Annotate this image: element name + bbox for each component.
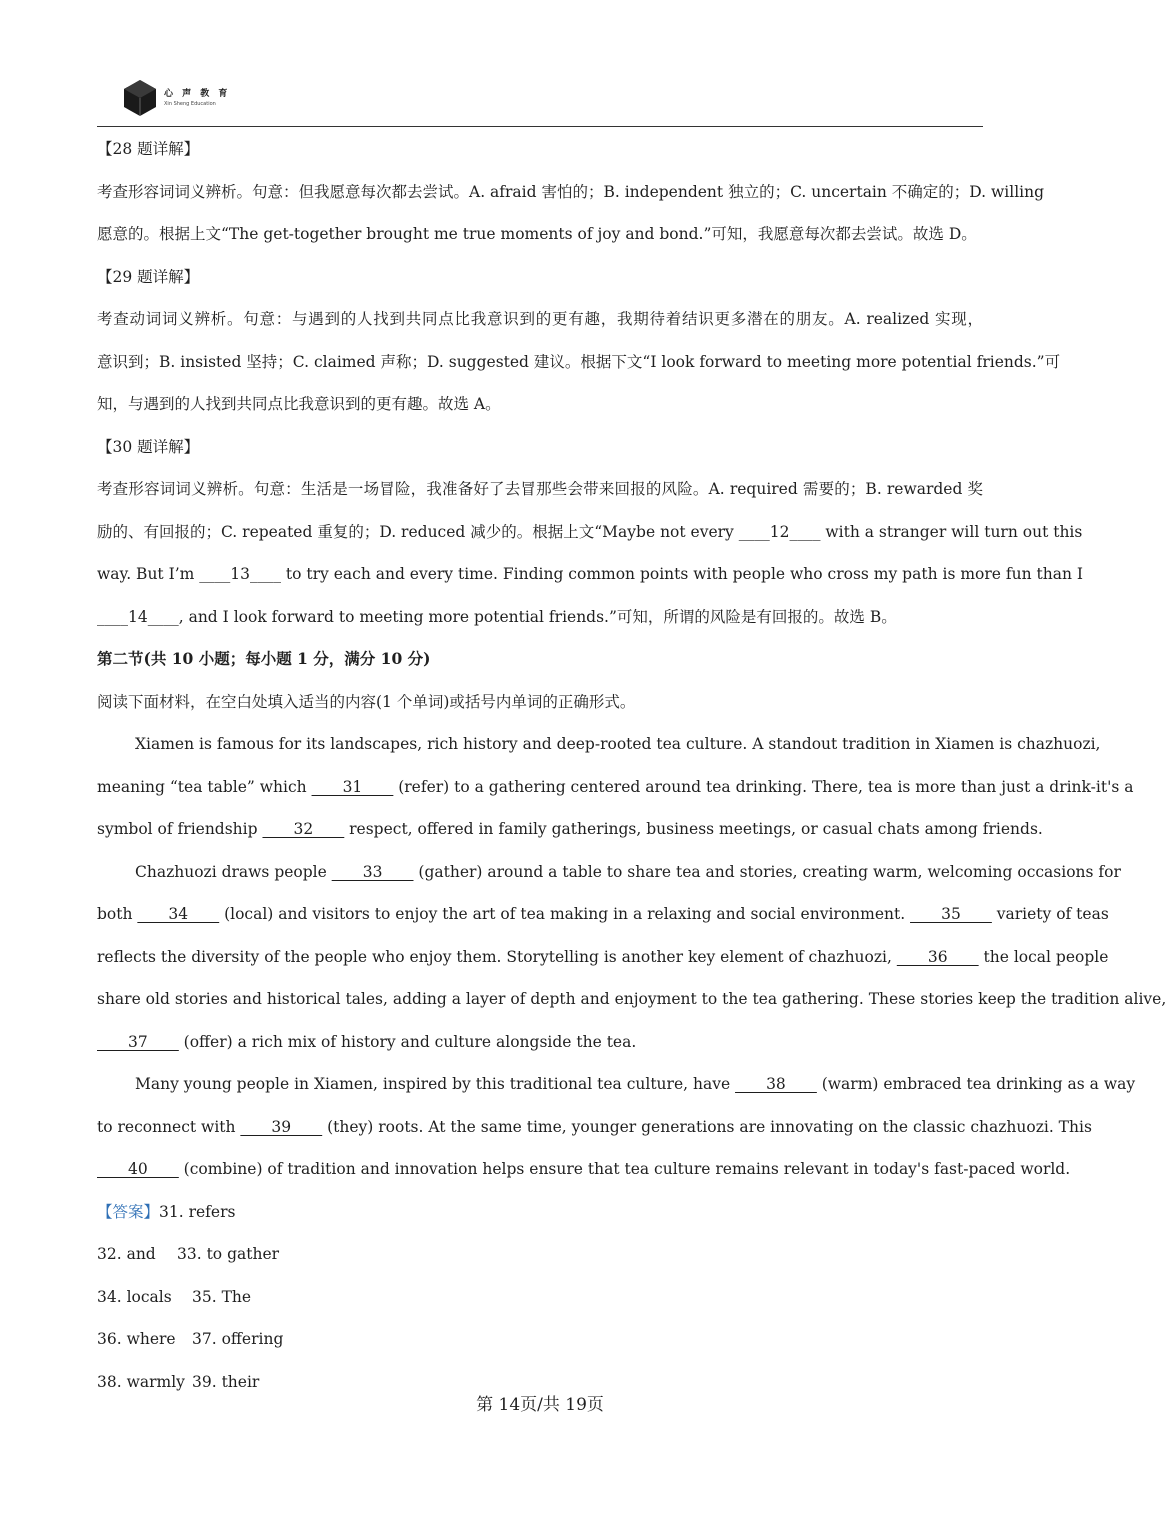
answer-row-4 xyxy=(97,1318,983,1361)
q29-line-2: 意识到；B. insisted 坚持；C. claimed 声称；D. suggested 建议。根据下文“I look forward to meeting more potential friends.”可 xyxy=(97,352,1061,371)
blank-40: ____40____ xyxy=(97,1160,179,1178)
passage-text: (combine) of tradition and innovation helps ensure that tea culture remains relevant in today's fast-paced world. xyxy=(178,1160,1071,1178)
passage-p2-line-4: share old stories and historical tales, adding a layer of depth and enjoyment to the tea gathering. These stories keep the tradition alive, xyxy=(97,990,1166,1008)
passage-text: (offer) a rich mix of history and culture alongside the tea. xyxy=(178,1032,637,1051)
q29-line-1: 考查动词词义辨析。句意：与遇到的人找到共同点比我意识到的更有趣，我期待着结识更多潜在的朋友。A. realized 实现， xyxy=(97,310,983,328)
passage-text: reflects the diversity of the people who enjoy them. Storytelling is another key element of chazhuozi, xyxy=(97,947,897,966)
answer-32: 32. and xyxy=(97,1245,156,1263)
passage-p2-line-3 xyxy=(97,936,1109,979)
answer-37: 37. offering xyxy=(192,1330,284,1348)
passage-p3-line-1 xyxy=(97,1063,1136,1106)
passage-p2-line-1 xyxy=(97,851,1121,894)
q30-line-3: way. But I’m ____13____ to try each and every time. Finding common points with people who cross my path is more fun than I xyxy=(97,565,1083,583)
q30-line-2: 励的、有回报的；C. repeated 重复的；D. reduced 减少的。根据上文“Maybe not every ____12____ with a stranger will turn out this xyxy=(97,522,1083,541)
page-number: 第 14页/共 19页 xyxy=(476,1395,604,1415)
section-instruction: 阅读下面材料，在空白处填入适当的内容(1 个单词)或括号内单词的正确形式。 xyxy=(97,692,636,711)
answer-39: 39. their xyxy=(192,1372,260,1391)
passage-p1-line-1: Xiamen is famous for its landscapes, rich history and deep-rooted tea culture. A standout tradition in Xiamen is chazhuozi, xyxy=(135,735,1101,753)
passage-p1-line-3 xyxy=(97,808,1043,851)
passage-text: to reconnect with xyxy=(97,1117,241,1136)
logo-chinese-name: 心 声 教 育 xyxy=(164,88,231,99)
answer-34: 34. locals xyxy=(97,1287,172,1306)
passage-text: (warm) embraced tea drinking as a way xyxy=(816,1075,1136,1093)
answer-row-2 xyxy=(97,1233,983,1276)
header xyxy=(122,78,230,118)
q29-line-3: 知，与遇到的人找到共同点比我意识到的更有趣。故选 A。 xyxy=(97,395,501,413)
blank-33: ____33____ xyxy=(331,862,414,881)
q30-heading: 【30 题详解】 xyxy=(97,437,200,456)
main-content xyxy=(97,128,1166,1403)
q28-line-2: 愿意的。根据上文“The get-together brought me true moments of joy and bond.”可知，我愿意每次都去尝试。故选 D。 xyxy=(97,225,977,243)
answer-33: 33. to gather xyxy=(177,1245,280,1263)
q30-line-4: ____14____, and I look forward to meeting more potential friends.”可知，所谓的风险是有回报的。故选 B。 xyxy=(97,607,897,626)
passage-p3-line-2 xyxy=(97,1106,1092,1149)
header-divider xyxy=(97,126,983,127)
passage-text: Many young people in Xiamen, inspired by this traditional tea culture, have xyxy=(135,1075,736,1093)
blank-35: ____35____ xyxy=(910,905,992,923)
q30-line-1: 考查形容词词义辨析。句意：生活是一场冒险，我准备好了去冒那些会带来回报的风险。A. required 需要的；B. rewarded 奖 xyxy=(97,480,983,498)
blank-32: ____32____ xyxy=(262,820,345,838)
blank-34: ____34____ xyxy=(137,905,220,923)
passage-p3-line-3 xyxy=(97,1148,1071,1191)
passage-text: (gather) around a table to share tea and stories, creating warm, welcoming occasions for xyxy=(413,862,1121,881)
answer-row-3 xyxy=(97,1276,983,1319)
answer-31: 31. refers xyxy=(159,1202,236,1221)
answer-36: 36. where xyxy=(97,1330,176,1348)
logo-icon xyxy=(122,79,158,117)
section-title: 第二节(共 10 小题；每小题 1 分，满分 10 分) xyxy=(97,649,431,668)
blank-36: ____36____ xyxy=(896,947,979,966)
passage-p2-line-5 xyxy=(97,1021,983,1064)
q28-line-1: 考查形容词词义辨析。句意：但我愿意每次都去尝试。A. afraid 害怕的；B. independent 独立的；C. uncertain 不确定的；D. willing xyxy=(97,182,1045,201)
answer-35: 35. The xyxy=(192,1287,252,1306)
q28-heading: 【28 题详解】 xyxy=(97,140,200,158)
passage-text: (local) and visitors to enjoy the art of tea making in a relaxing and social environment. xyxy=(219,905,911,923)
answer-row-1 xyxy=(97,1191,983,1234)
passage-text: the local people xyxy=(978,947,1109,966)
blank-31: ____31____ xyxy=(311,777,394,796)
passage-text: Chazhuozi draws people xyxy=(135,862,332,881)
q29-heading: 【29 题详解】 xyxy=(97,267,200,286)
passage-text: meaning “tea table” which xyxy=(97,777,312,796)
passage-text: (they) roots. At the same time, younger generations are innovating on the classic chazhuozi. This xyxy=(322,1117,1092,1136)
passage-p2-line-2 xyxy=(97,893,1109,936)
answer-label: 【答案】 xyxy=(97,1202,160,1221)
answer-38: 38. warmly xyxy=(97,1372,185,1391)
blank-37: ____37____ xyxy=(97,1032,179,1051)
blank-38: ____38____ xyxy=(735,1075,817,1093)
passage-text: symbol of friendship xyxy=(97,820,263,838)
passage-p1-line-2 xyxy=(97,766,1134,809)
blank-39: ____39____ xyxy=(240,1117,323,1136)
logo-text xyxy=(164,90,230,107)
passage-text: variety of teas xyxy=(991,905,1109,923)
passage-text: respect, offered in family gatherings, business meetings, or casual chats among friends. xyxy=(344,820,1043,838)
passage-text: (refer) to a gathering centered around tea drinking. There, tea is more than just a drink-it's a xyxy=(393,777,1134,796)
logo-english-name: Xin Sheng Education xyxy=(164,100,216,107)
passage-text: both xyxy=(97,905,138,923)
